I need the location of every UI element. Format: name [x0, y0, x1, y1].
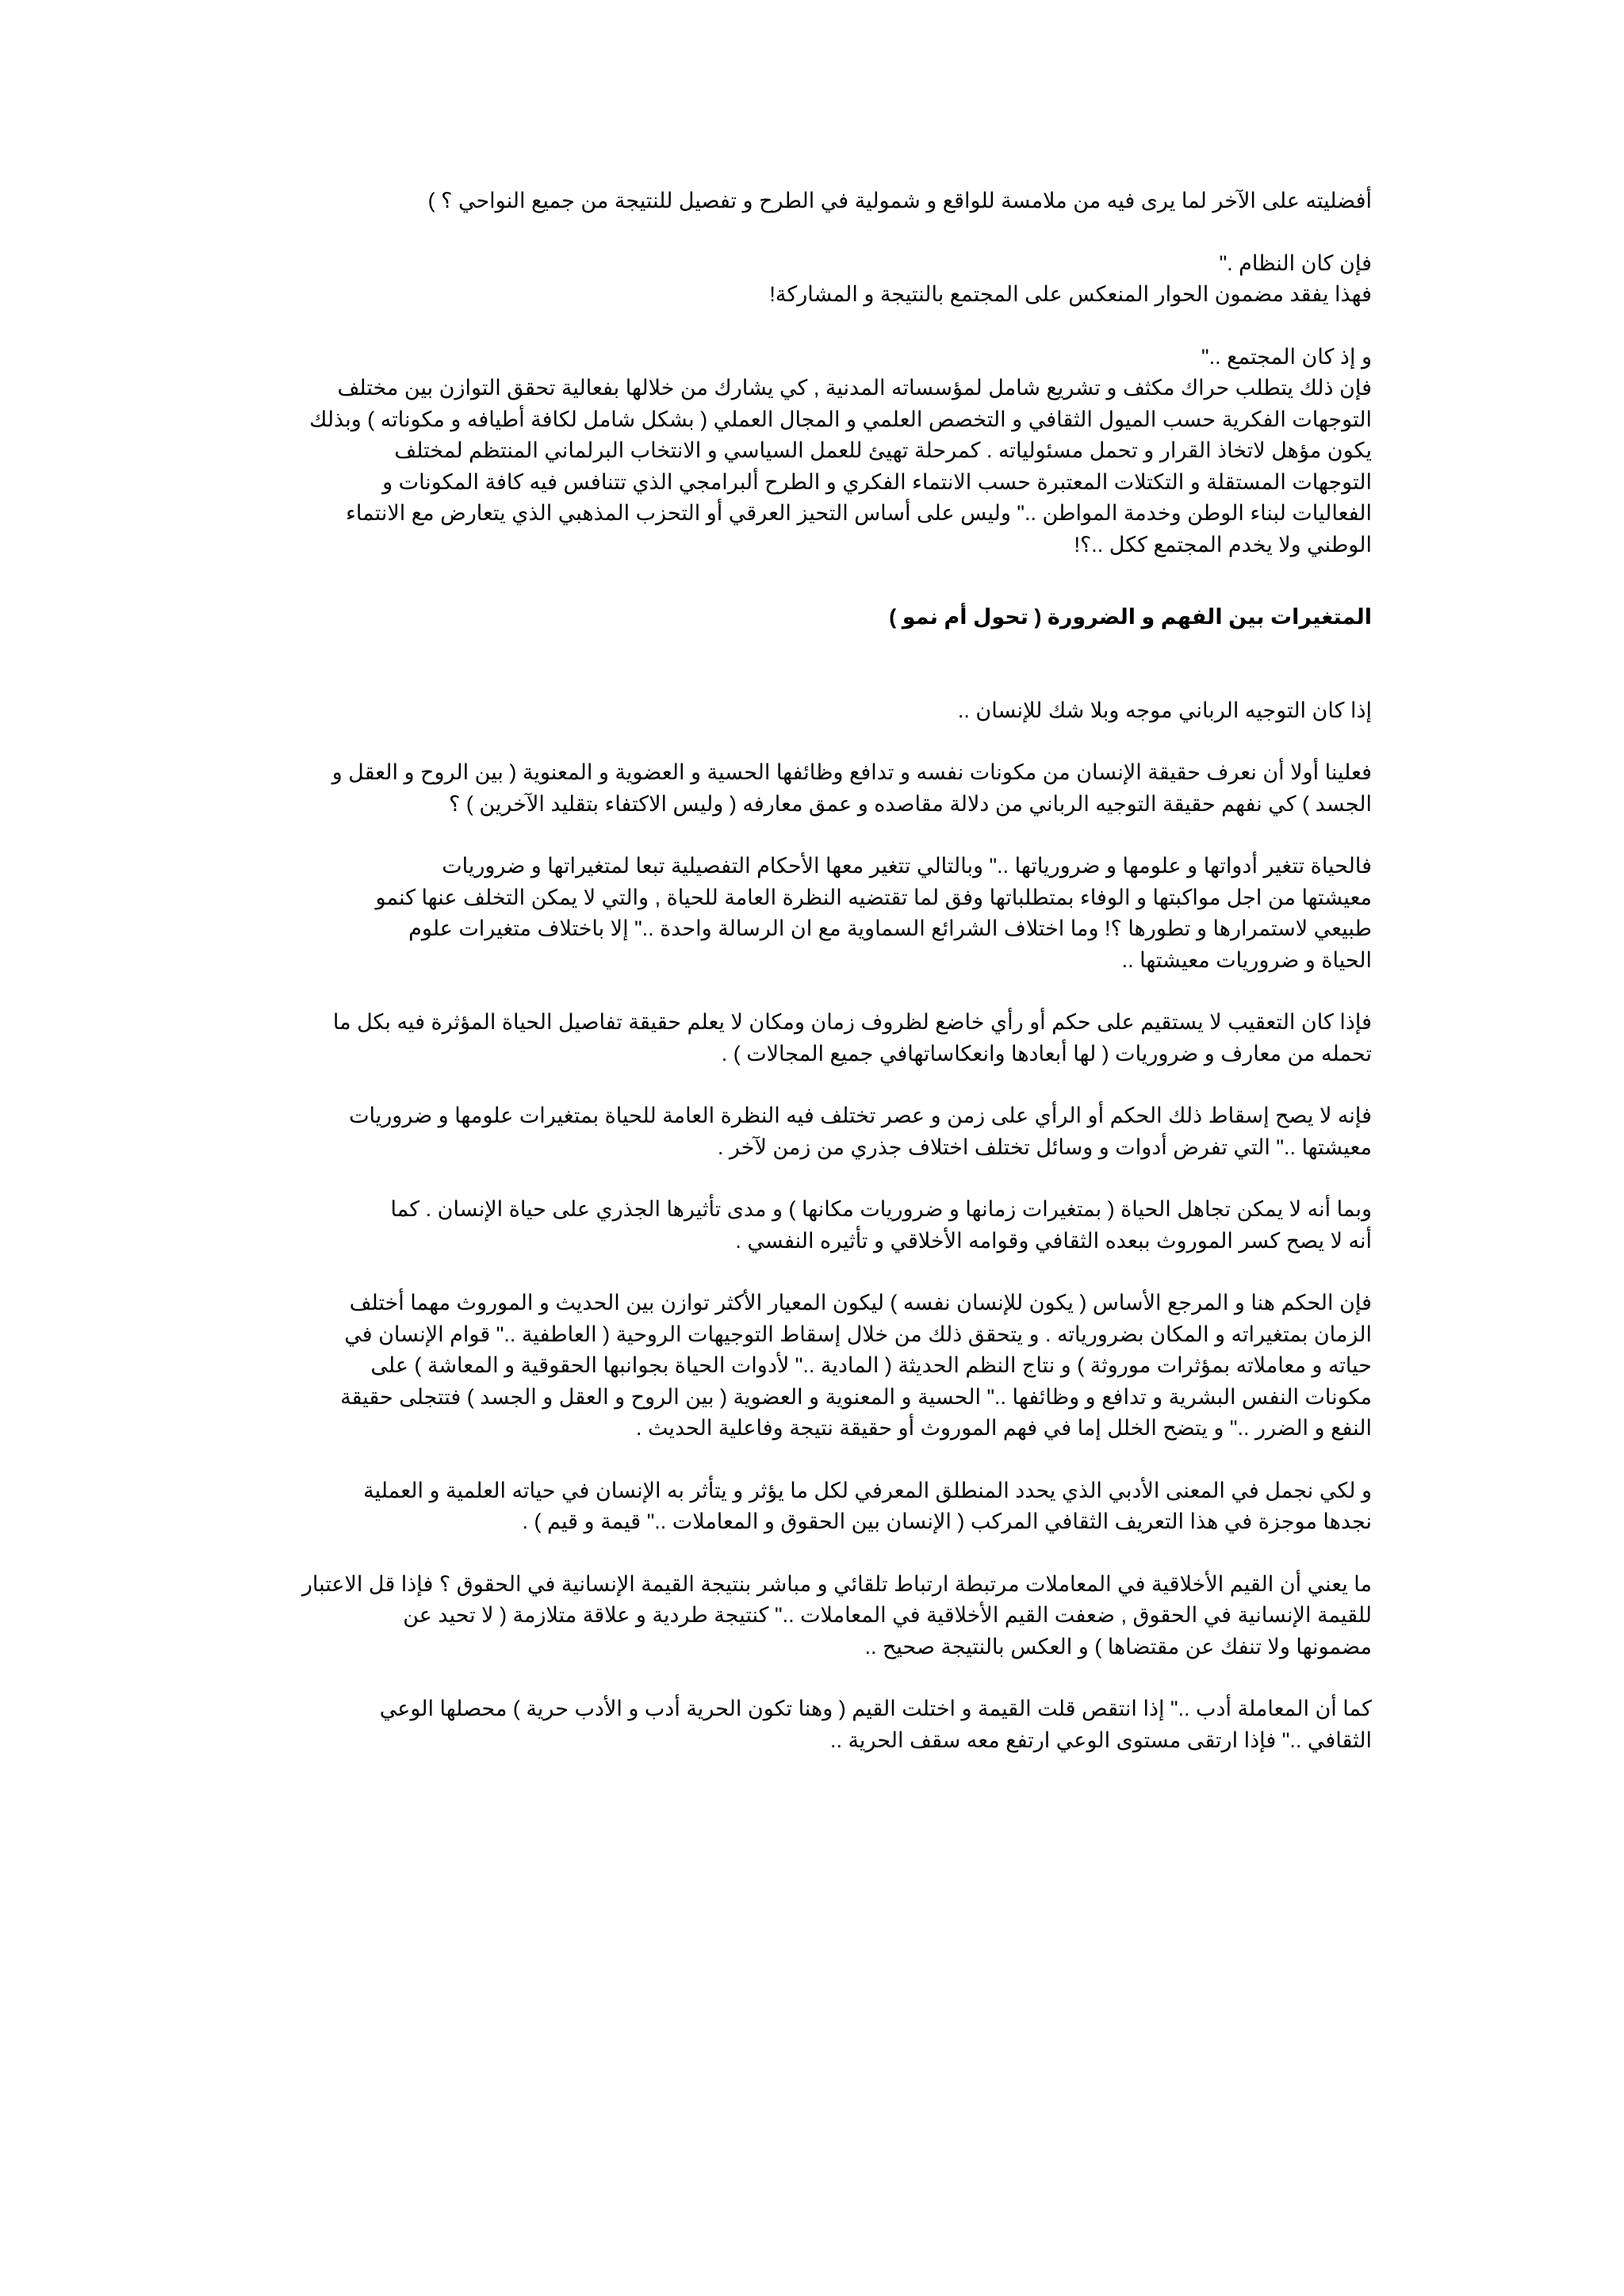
text-line: فعلينا أولا أن نعرف حقيقة الإنسان من مكونات نفسه و تدافع وظائفها الحسية و العضوية و المعنوية ( بين الروح و العقل و: [331, 760, 1372, 784]
text-line: الثقافي .." فإذا ارتقى مستوى الوعي ارتفع معه سقف الحرية ..: [829, 1728, 1372, 1752]
text-line: فإن كان النظام .": [1219, 251, 1372, 275]
paragraph: [270, 186, 1372, 217]
text-line: معيشتها من اجل مواكبتها و الوفاء بمتطلباتها وفق لما تقتضيه النظرة العامة للحياة , والتي لا يمكن التخلف عنها كنمو: [375, 885, 1372, 909]
text-line: الجسد ) كي نفهم حقيقة التوجيه الرباني من دلالة مقاصده و عمق معارفه ( وليس الاكتفاء بتقليد الآخرين ) ؟: [449, 791, 1372, 816]
text-line: فالحياة تتغير أدواتها و علومها و ضرورياتها .." وبالتالي تتغير معها الأحكام التفصيلية تبعا لمتغيراتها و ضروريات: [442, 854, 1372, 878]
paragraph: [270, 1475, 1372, 1538]
text-line: و إذ كان المجتمع ..": [1201, 344, 1372, 369]
text-line: التوجهات المستقلة و التكتلات المعتبرة حسب الانتماء الفكري و الطرح ألبرامجي الذي تتنافس فيه كافة المكونات و: [382, 469, 1372, 494]
document-page: [270, 186, 1372, 1787]
text-line: معيشتها .." التي تفرض أدوات و وسائل تختلف اختلاف جذري من زمن لآخر .: [717, 1135, 1372, 1159]
paragraph: [270, 695, 1372, 727]
text-line: نجدها موجزة في هذا التعريف الثقافي المركب ( الإنسان بين الحقوق و المعاملات .." قيمة و قيم ) .: [522, 1510, 1372, 1533]
text-line: فهذا يفقد مضمون الحوار المنعكس على المجتمع بالنتيجة و المشاركة!: [769, 282, 1372, 306]
paragraph: [270, 851, 1372, 976]
text-line: يكون مؤهل لاتخاذ القرار و تحمل مسئولياته . كمرحلة تهيئ للعمل السياسي و الانتخاب البرلماني المنتظم لمختلف: [394, 438, 1372, 462]
paragraph: [270, 1693, 1372, 1756]
text-line: طبيعي لاستمرارها و تطورها ؟! وما اختلاف الشرائع السماوية مع ان الرسالة واحدة .." إلا باختلاف متغيرات علوم: [408, 916, 1372, 940]
text-line: إذا كان التوجيه الرباني موجه وبلا شك للإنسان ..: [957, 698, 1372, 722]
text-line: التوجهات الفكرية حسب الميول الثقافي و التخصص العلمي و المجال العملي ( بشكل شامل لكافة أطيافه و مكوناته ) وبذلك: [309, 407, 1372, 431]
text-line: أفضليته على الآخر لما يرى فيه من ملامسة للواقع و شمولية في الطرح و تفصيل للنتيجة من جميع النواحي ؟ ): [427, 189, 1372, 212]
text-line: فإن الحكم هنا و المرجع الأساس ( يكون للإنسان نفسه ) ليكون المعيار الأكثر توازن بين الحديث و الموروث مهما أختلف: [349, 1291, 1372, 1314]
text-line: الحياة و ضروريات معيشتها ..: [1121, 947, 1372, 972]
text-line: الوطني ولا يخدم المجتمع ككل ..؟!: [1074, 532, 1372, 557]
text-line: وبما أنه لا يمكن تجاهل الحياة ( بمتغيرات زمانها و ضروريات مكانها ) و مدى تأثيرها الجذري على حياة الإنسان . كما: [390, 1197, 1372, 1221]
paragraph: [270, 757, 1372, 820]
text-line: و لكي نجمل في المعنى الأدبي الذي يحدد المنطلق المعرفي لكل ما يؤثر و يتأثر به الإنسان في حياته العلمية و العملية: [363, 1478, 1372, 1502]
paragraph: [270, 342, 1372, 561]
text-line: للقيمة الإنسانية في الحقوق , ضعفت القيم الأخلاقية في المعاملات .." كنتيجة طردية و علاقة متلازمة ( لا تحيد عن: [403, 1603, 1372, 1627]
text-line: الفعاليات لبناء الوطن وخدمة المواطن .." وليس على أساس التحيز العرقي أو التحزب المذهبي الذي يتعارض مع الانتماء: [346, 501, 1372, 525]
paragraph: [270, 1569, 1372, 1663]
text-line: أنه لا يصح كسر الموروث ببعده الثقافي وقوامه الأخلاقي و تأثيره النفسي .: [735, 1228, 1372, 1253]
text-line: مكونات النفس البشرية و تدافع و وظائفها .." الحسية و المعنوية و العضوية ( بين الروح و العقل و الجسد ) فتتجلى حقيقة: [340, 1384, 1372, 1409]
text-line: فإن ذلك يتطلب حراك مكثف و تشريع شامل لمؤسساته المدنية , كي يشارك من خلالها بفعالية تحقق التوازن بين مختلف: [337, 376, 1372, 400]
text-line: ما يعني أن القيم الأخلاقية في المعاملات مرتبطة ارتباط تلقائي و مباشر بنتيجة القيمة الإنسانية في الحقوق ؟ فإذا قل الاعتبار: [301, 1571, 1372, 1596]
paragraph: [270, 1194, 1372, 1257]
section-heading: المتغيرات بين الفهم و الضرورة ( تحول أم نمو ): [889, 605, 1372, 629]
text-line: كما أن المعاملة أدب .." إذا انتقص قلت القيمة و اختلت القيم ( وهنا تكون الحرية أدب و الأدب حرية ) محصلها الوعي: [379, 1697, 1372, 1720]
text-line: فإنه لا يصح إسقاط ذلك الحكم أو الرأي على زمن و عصر تختلف فيه النظرة العامة للحياة بمتغيرات علومها و ضروريات: [349, 1104, 1372, 1127]
text-line: تحمله من معارف و ضروريات ( لها أبعادها وانعكاساتهافي جميع المجالات ) .: [721, 1041, 1372, 1066]
paragraph: [270, 1100, 1372, 1163]
paragraph: [270, 1288, 1372, 1445]
text-line: النفع و الضرر .." و يتضح الخلل إما في فهم الموروث أو حقيقة نتيجة وفاعلية الحديث .: [635, 1416, 1372, 1440]
text-line: الزمان بمتغيراته و المكان بضرورياته . و يتحقق ذلك من خلال إسقاط التوجيهات الروحية ( العاطفية .." قوام الإنسان في: [344, 1322, 1372, 1346]
text-line: حياته و معاملاته بمؤثرات موروثة ) و نتاج النظم الحديثة ( المادية .." لأدوات الحياة بجوانبها الحقوقية و المعاشة ) على: [370, 1353, 1372, 1377]
text-line: فإذا كان التعقيب لا يستقيم على حكم أو رأي خاضع لظروف زمان ومكان لا يعلم حقيقة تفاصيل الحياة المؤثرة فيه بكل ما: [332, 1010, 1372, 1034]
text-line: مضمونها ولا تنفك عن مقتضاها ) و العكس بالنتيجة صحيح ..: [864, 1634, 1372, 1659]
paragraph: [270, 248, 1372, 311]
paragraph: [270, 1007, 1372, 1070]
